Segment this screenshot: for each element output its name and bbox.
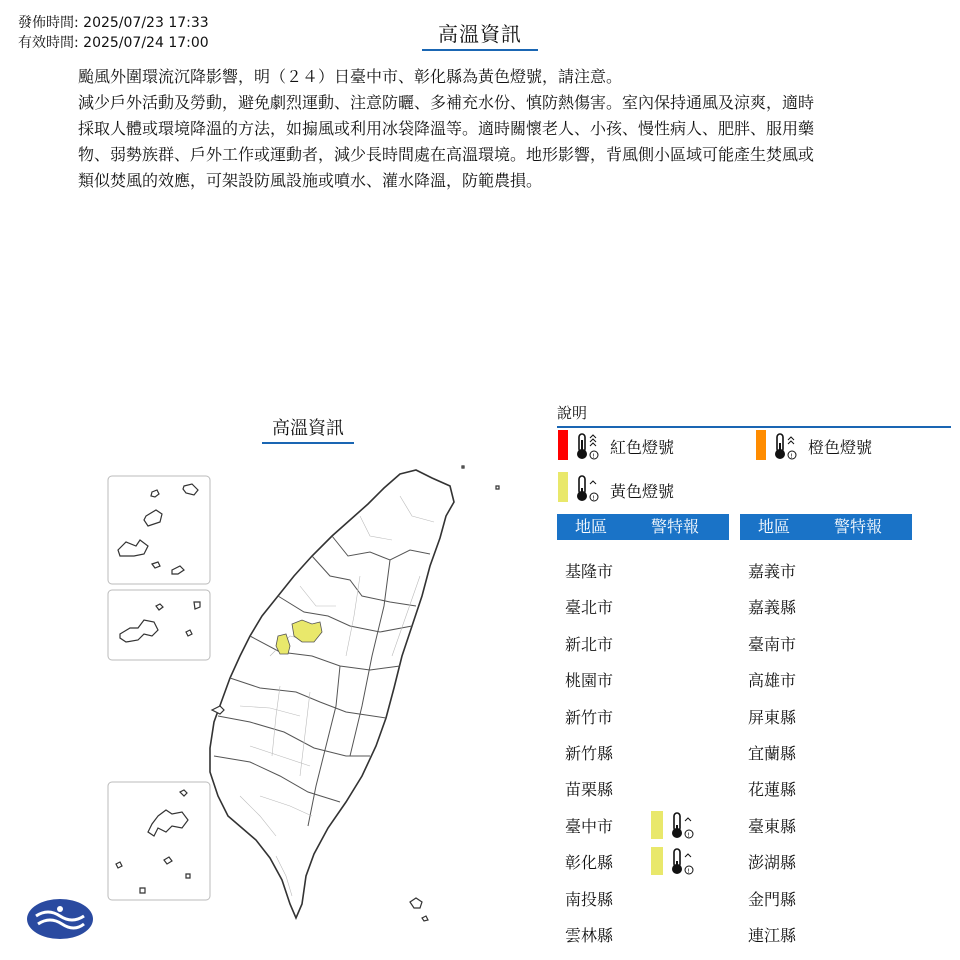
region-name: 南投縣 xyxy=(565,890,614,909)
table-row xyxy=(557,926,729,954)
table-row xyxy=(740,562,912,590)
table-row xyxy=(557,853,729,881)
table-row xyxy=(557,744,729,772)
map-title: 高溫資訊 xyxy=(262,414,354,444)
description-line: 物、弱勢族群、戶外工作或運動者，減少長時間處在高溫環境。地形影響，背風側小區域可能產生焚風或 xyxy=(78,145,815,164)
valid-time xyxy=(18,34,209,52)
inset-box-penghu xyxy=(108,782,210,900)
region-name: 金門縣 xyxy=(748,890,797,909)
description-line: 採取人體或環境降溫的方法，如搧風或利用冰袋降溫等。適時關懷老人、小孩、慢性病人、肥胖、服用藥 xyxy=(78,119,815,138)
col-header-region: 地區 xyxy=(575,517,608,536)
legend-label: 黃色燈號 xyxy=(610,482,675,501)
region-name: 宜蘭縣 xyxy=(748,744,797,763)
legend-color-swatch xyxy=(558,472,568,502)
table-row xyxy=(557,890,729,918)
table-row xyxy=(740,780,912,808)
svg-text:!: ! xyxy=(592,453,595,460)
region-name: 雲林縣 xyxy=(565,926,614,945)
region-name: 桃園市 xyxy=(565,671,614,690)
table-row xyxy=(740,817,912,845)
islands-penghu xyxy=(116,790,190,893)
svg-text:!: ! xyxy=(790,453,793,460)
region-name: 新竹市 xyxy=(565,708,614,727)
col-header-region: 地區 xyxy=(758,517,791,536)
region-name: 基隆市 xyxy=(565,562,614,581)
region-name: 高雄市 xyxy=(748,671,797,690)
region-name: 臺東縣 xyxy=(748,817,797,836)
islands-kinmen xyxy=(118,484,198,574)
legend-label: 紅色燈號 xyxy=(610,438,675,457)
legend-color-swatch xyxy=(558,430,568,460)
thermometer-1-icon xyxy=(669,811,697,841)
table-row xyxy=(557,671,729,699)
thermometer-2-icon xyxy=(772,432,800,462)
page-title: 高溫資訊 xyxy=(422,18,538,51)
svg-text:!: ! xyxy=(687,832,690,839)
region-name: 彰化縣 xyxy=(565,853,614,872)
table-row xyxy=(740,671,912,699)
table-row xyxy=(557,562,729,590)
thermometer-1-icon xyxy=(574,474,602,504)
svg-text:!: ! xyxy=(592,495,595,502)
region-name: 新北市 xyxy=(565,635,614,654)
valid-value: 2025/07/24 17:00 xyxy=(83,35,209,51)
table-row xyxy=(557,708,729,736)
region-name: 新竹縣 xyxy=(565,744,614,763)
legend-color-swatch xyxy=(756,430,766,460)
description-line: 類似焚風的效應，可架設防風設施或噴水、灌水降溫，防範農損。 xyxy=(78,171,543,190)
taiwan-map xyxy=(100,456,520,936)
region-name: 苗栗縣 xyxy=(565,780,614,799)
svg-text:!: ! xyxy=(687,868,690,875)
table-row xyxy=(740,926,912,954)
col-header-warning: 警特報 xyxy=(651,517,700,536)
region-name: 連江縣 xyxy=(748,926,797,945)
region-name: 臺南市 xyxy=(748,635,797,654)
table-row xyxy=(740,635,912,663)
warning-yellow-swatch xyxy=(651,811,663,839)
table-row xyxy=(557,817,729,845)
legend-title: 說明 xyxy=(557,402,951,428)
region-name: 屏東縣 xyxy=(748,708,797,727)
inset-box-matsu xyxy=(108,590,210,660)
table-row xyxy=(557,635,729,663)
thermometer-3-icon xyxy=(574,432,602,462)
table-row xyxy=(740,598,912,626)
description-line: 颱風外圍環流沉降影響，明（２４）日臺中市、彰化縣為黃色燈號，請注意。 xyxy=(78,67,623,86)
region-name: 嘉義縣 xyxy=(748,598,797,617)
region-name: 花蓮縣 xyxy=(748,780,797,799)
table-header-left xyxy=(557,514,729,540)
table-row xyxy=(557,598,729,626)
thermometer-1-icon xyxy=(669,847,697,877)
region-name: 臺中市 xyxy=(565,817,614,836)
region-name: 嘉義市 xyxy=(748,562,797,581)
description-line: 減少戶外活動及勞動，避免劇烈運動、注意防曬、多補充水份、慎防熱傷害。室內保持通風及涼爽，適時 xyxy=(78,93,815,112)
taiwan-main-island xyxy=(210,470,454,918)
valid-label: 有效時間: xyxy=(18,35,79,51)
table-row xyxy=(740,744,912,772)
table-row xyxy=(740,853,912,881)
col-header-warning: 警特報 xyxy=(834,517,883,536)
description xyxy=(78,64,878,194)
warning-yellow-swatch xyxy=(651,847,663,875)
table-row xyxy=(740,890,912,918)
islands-matsu xyxy=(120,602,200,642)
table-row xyxy=(557,780,729,808)
region-name: 澎湖縣 xyxy=(748,853,797,872)
issued-value: 2025/07/23 17:33 xyxy=(83,15,209,31)
table-header-right xyxy=(740,514,912,540)
region-name: 臺北市 xyxy=(565,598,614,617)
issued-label: 發佈時間: xyxy=(18,15,79,31)
cwa-logo-icon xyxy=(26,898,94,940)
table-row xyxy=(740,708,912,736)
legend-label: 橙色燈號 xyxy=(808,438,873,457)
issued-time xyxy=(18,14,209,32)
